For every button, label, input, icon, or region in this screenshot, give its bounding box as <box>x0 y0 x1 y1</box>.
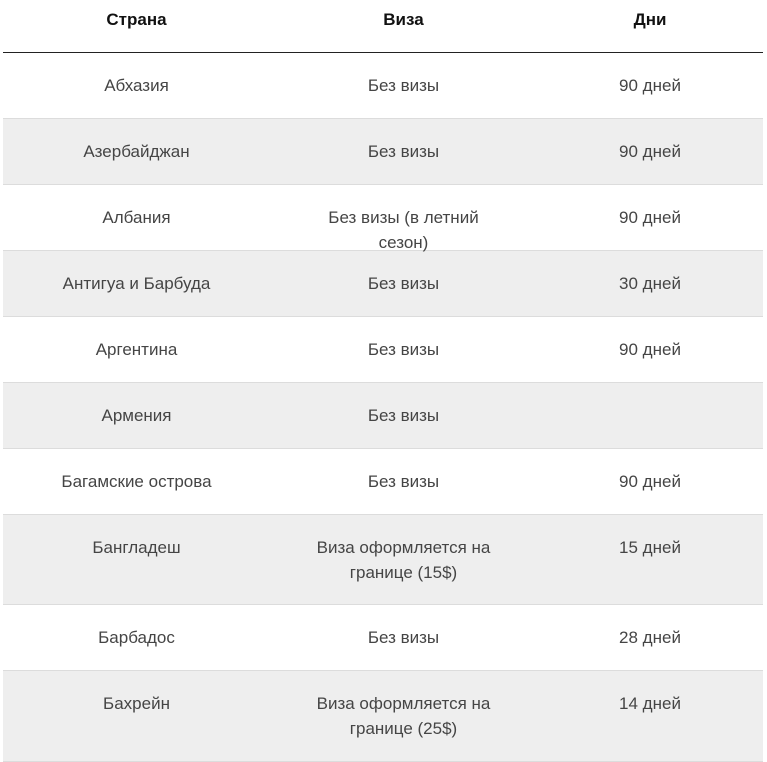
table-row <box>3 251 763 317</box>
table-row <box>3 383 763 449</box>
visa-table <box>3 0 763 762</box>
cell-country: Албания <box>102 208 171 227</box>
cell-country: Антигуа и Барбуда <box>62 274 211 293</box>
cell-country: Барбадос <box>98 628 175 647</box>
table-row <box>3 515 763 605</box>
header-country: Страна <box>106 10 167 29</box>
table-row <box>3 53 763 119</box>
cell-visa: Виза оформляется на границе (15$) <box>316 538 491 582</box>
header-days: Дни <box>633 10 667 29</box>
table-row <box>3 449 763 515</box>
cell-days: 15 дней <box>619 538 681 557</box>
cell-visa: Виза оформляется на границе (25$) <box>316 694 491 738</box>
cell-days: 90 дней <box>619 208 681 227</box>
cell-days: 14 дней <box>619 694 681 713</box>
cell-visa: Без визы <box>367 340 440 359</box>
header-visa: Виза <box>383 10 424 29</box>
cell-country: Аргентина <box>95 340 178 359</box>
table-header <box>3 0 763 53</box>
cell-country: Багамские острова <box>61 472 212 491</box>
cell-visa: Без визы <box>367 142 440 161</box>
cell-visa: Без визы <box>367 76 440 95</box>
cell-days: 90 дней <box>619 142 681 161</box>
table-row <box>3 119 763 185</box>
table-row <box>3 317 763 383</box>
cell-visa: Без визы <box>367 406 440 425</box>
cell-country: Бахрейн <box>103 694 170 713</box>
table-row <box>3 671 763 762</box>
cell-days: 90 дней <box>619 472 681 491</box>
cell-country: Бангладеш <box>92 538 181 557</box>
cell-country: Армения <box>101 406 172 425</box>
cell-visa: Без визы (в летний сезон) <box>328 208 479 252</box>
cell-days: 28 дней <box>619 628 681 647</box>
cell-days: 90 дней <box>619 340 681 359</box>
cell-visa: Без визы <box>367 628 440 647</box>
cell-days <box>537 383 763 448</box>
cell-visa: Без визы <box>367 472 440 491</box>
cell-country: Абхазия <box>104 76 169 95</box>
table-row <box>3 185 763 251</box>
cell-visa: Без визы <box>367 274 440 293</box>
cell-days: 30 дней <box>619 274 681 293</box>
cell-days: 90 дней <box>619 76 681 95</box>
table-row <box>3 605 763 671</box>
cell-country: Азербайджан <box>83 142 190 161</box>
